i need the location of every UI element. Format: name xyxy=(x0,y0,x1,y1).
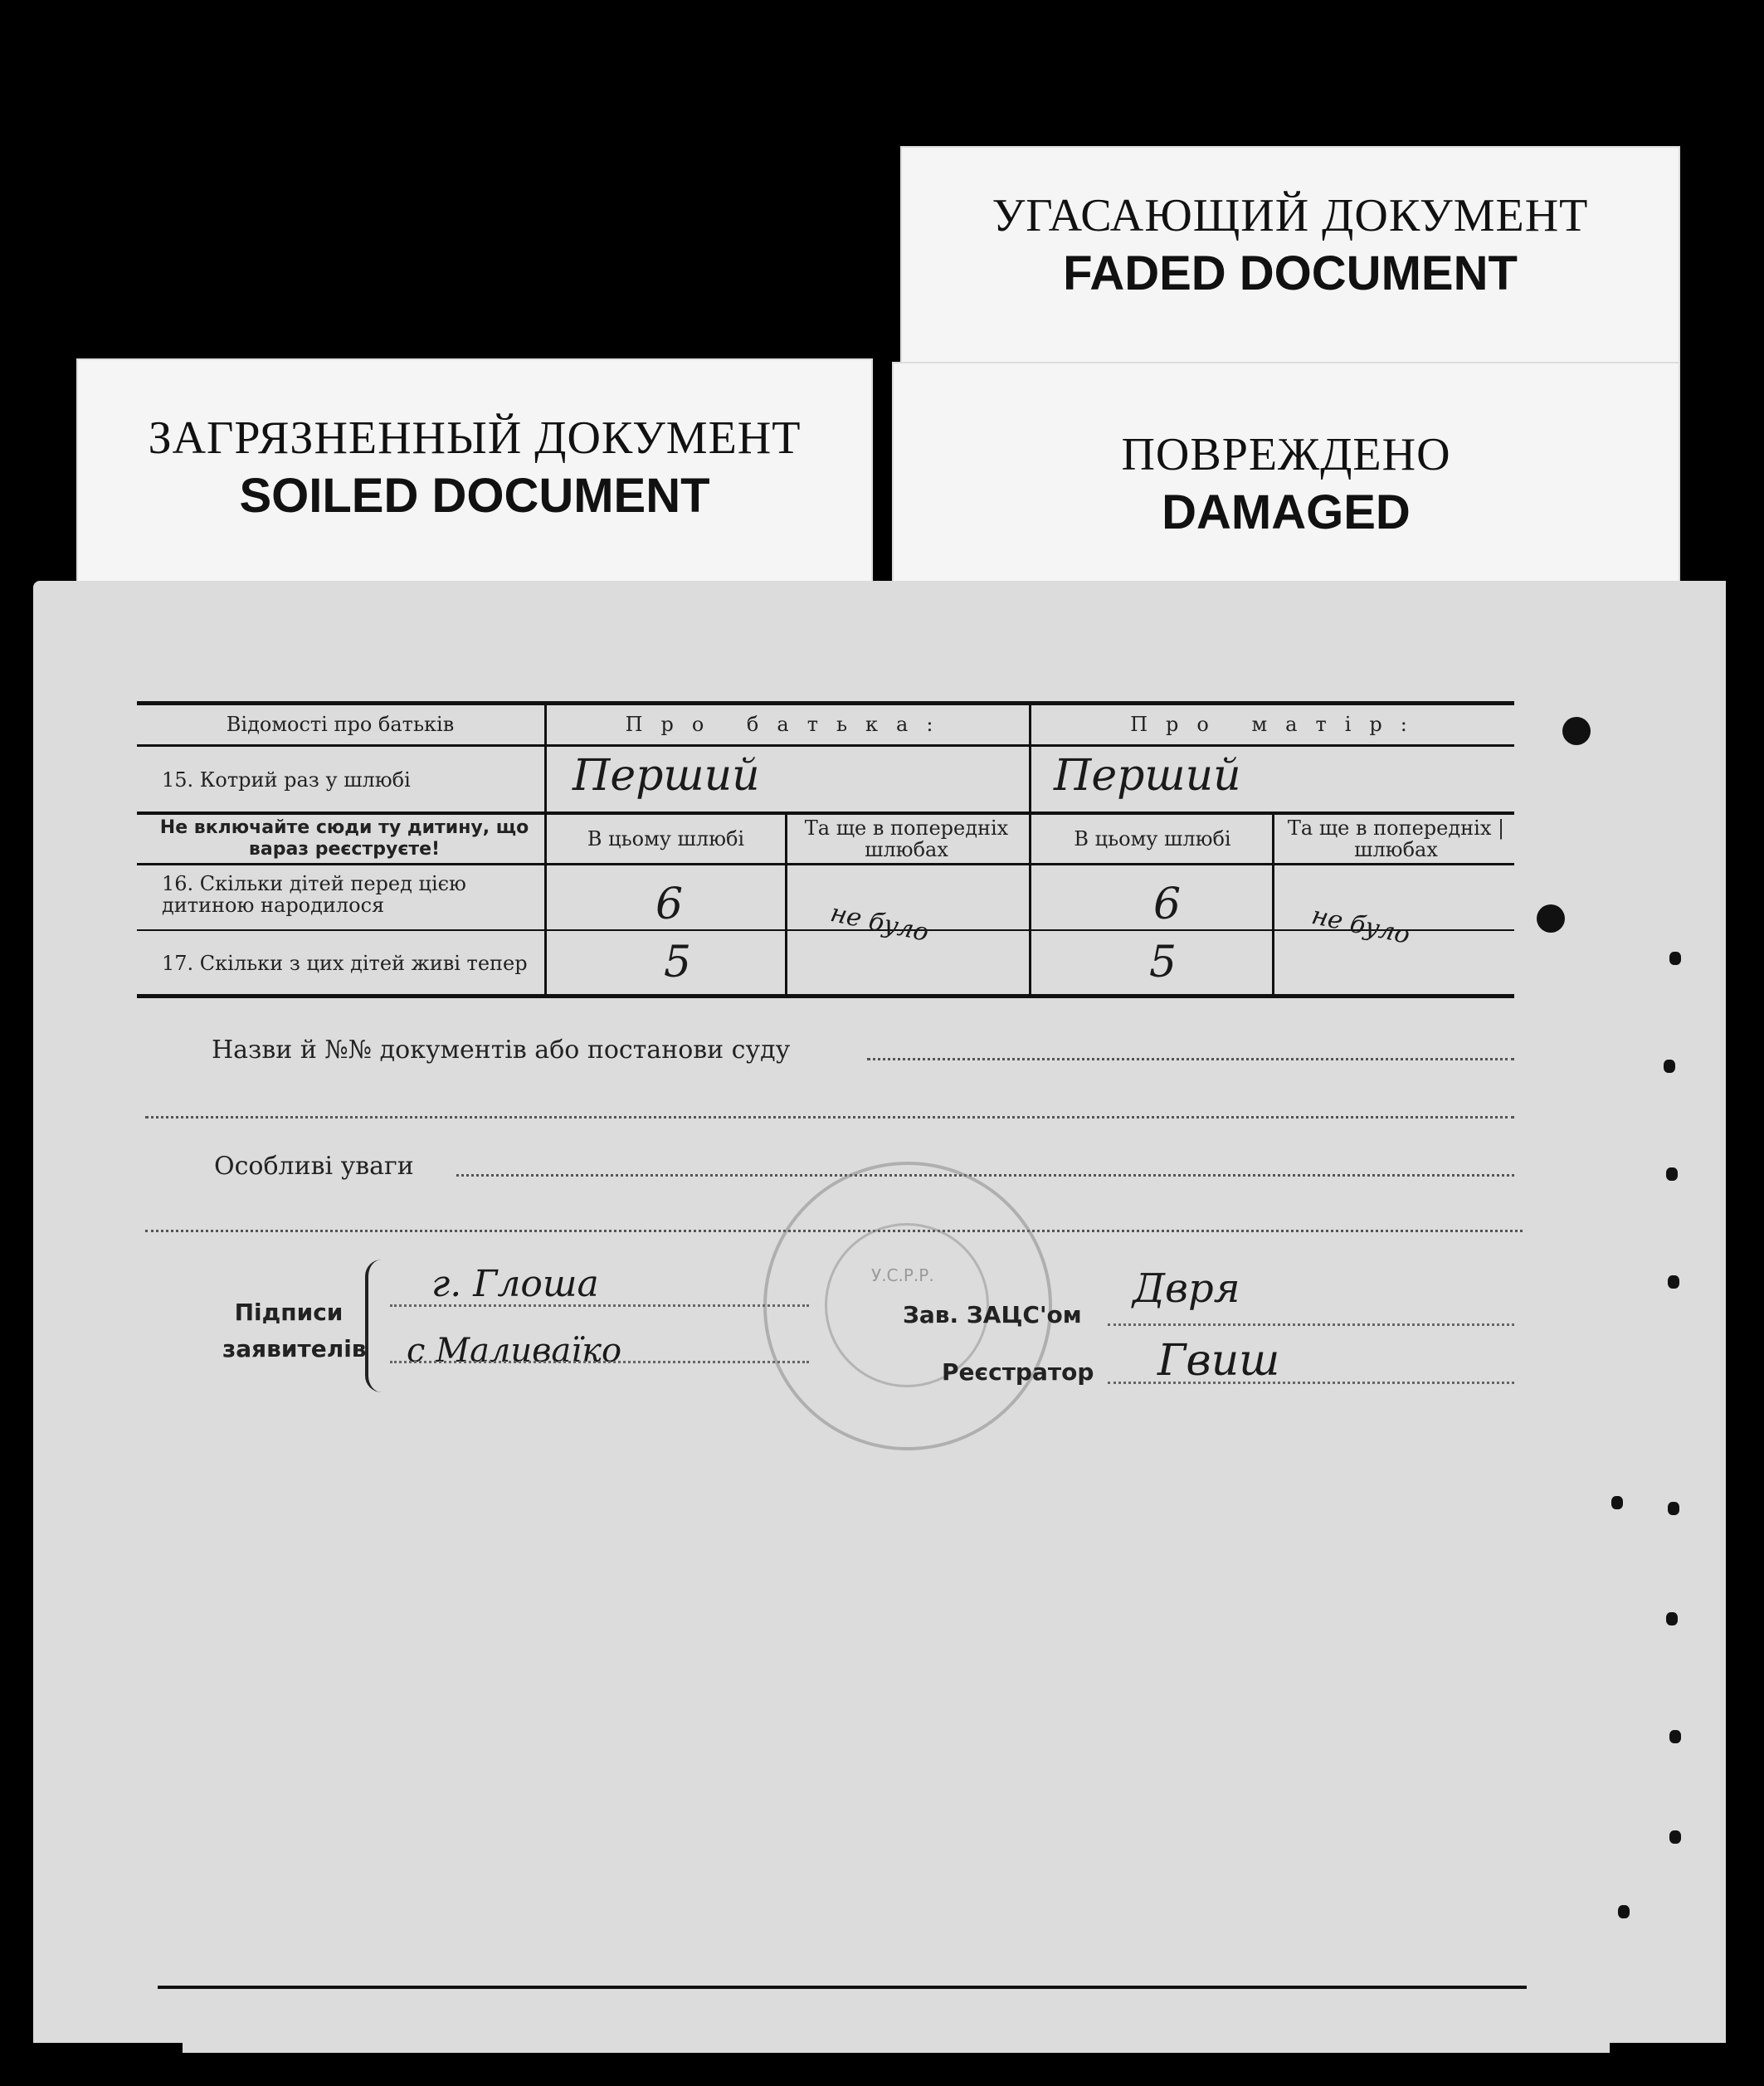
subheader-father-this: В цьому шлюбі xyxy=(587,827,745,850)
row15-mother-value: Перший xyxy=(1054,751,1241,801)
applicants-signatures-label: Підписи заявителів xyxy=(222,1299,367,1362)
header-mother: Про матір: xyxy=(1130,713,1425,736)
row15-father-value: Перший xyxy=(573,751,760,801)
header-parents-info: Відомості про батьків xyxy=(226,713,455,736)
applicants-brace xyxy=(365,1260,385,1392)
binding-hole-icon xyxy=(1618,1905,1630,1918)
damaged-slip-ru: ПОВРЕЖДЕНО xyxy=(1121,429,1451,480)
binding-hole-icon xyxy=(1669,1730,1681,1743)
punch-hole-icon xyxy=(1537,904,1565,933)
head-zags-label: Зав. ЗАЦС'ом xyxy=(903,1301,1082,1328)
documents-label: Назви й №№ документів або постанови суду xyxy=(212,1036,791,1065)
binding-hole-icon xyxy=(1668,1275,1679,1289)
applicant-2-signature: с Маливаїко xyxy=(407,1332,622,1370)
row16-mother-prev: не було xyxy=(1308,900,1413,951)
head-signature: Двря xyxy=(1133,1265,1240,1312)
registrar-signature: Гвиш xyxy=(1157,1336,1280,1386)
binding-hole-icon xyxy=(1666,1612,1678,1625)
row16-label: 16. Скільки дітей перед цією дитиною народилося xyxy=(162,872,466,917)
subheader-father-prev: Та ще в попередніх шлюбах xyxy=(804,816,1009,861)
damaged-slip-en: DAMAGED xyxy=(1162,485,1411,539)
binding-hole-icon xyxy=(1664,1060,1675,1073)
stamp-text: У.С.Р.Р. xyxy=(871,1265,934,1285)
faded-slip-en: FADED DOCUMENT xyxy=(1063,246,1518,300)
bottom-rule xyxy=(158,1986,1527,1989)
row17-mother-this: 5 xyxy=(1149,938,1177,987)
row16-father-this: 6 xyxy=(655,880,684,929)
row17-label: 17. Скільки з цих дітей живі тепер xyxy=(162,952,528,975)
row17-father-this: 5 xyxy=(664,938,692,987)
binding-hole-icon xyxy=(1666,1167,1678,1181)
subheader-note: Не включайте сюди ту дитину, що вараз реєструєте! xyxy=(159,817,529,860)
subheader-mother-prev: Та ще в попередніх |шлюбах xyxy=(1287,816,1505,861)
subheader-mother-this: В цьому шлюбі xyxy=(1074,827,1231,850)
row16-mother-this: 6 xyxy=(1153,880,1182,929)
binding-hole-icon xyxy=(1669,952,1681,965)
row16-father-prev: не було xyxy=(827,898,932,948)
punch-hole-icon xyxy=(1562,717,1591,745)
applicant-1-signature: г. Глоша xyxy=(431,1263,599,1305)
binding-hole-icon xyxy=(1611,1496,1623,1509)
binding-hole-icon xyxy=(1669,1830,1681,1844)
row15-label: 15. Котрий раз у шлюбі xyxy=(162,768,411,792)
soiled-slip-en: SOILED DOCUMENT xyxy=(239,469,710,523)
header-father: Про батька: xyxy=(625,713,952,736)
binding-hole-icon xyxy=(1668,1502,1679,1515)
faded-slip-ru: УГАСАЮЩИЙ ДОКУМЕНТ xyxy=(992,190,1589,241)
special-notes-label: Особливі уваги xyxy=(214,1152,414,1181)
soiled-slip-ru: ЗАГРЯЗНЕННЫЙ ДОКУМЕНТ xyxy=(148,412,802,464)
registrar-label: Реєстратор xyxy=(942,1358,1094,1386)
